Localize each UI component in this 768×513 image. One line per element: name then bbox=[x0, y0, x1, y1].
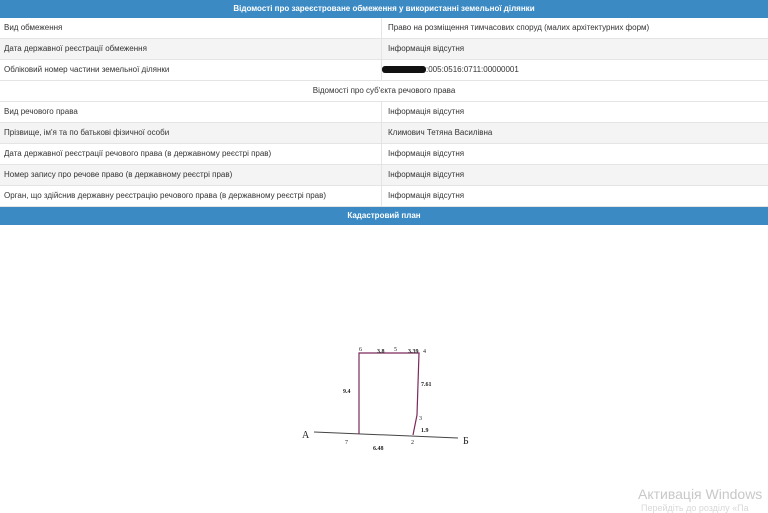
table-row bbox=[0, 123, 768, 144]
row-label: Дата державної реєстрації речового права (в державному реєстрі прав) bbox=[0, 144, 382, 164]
cadastral-number: :005:0516:0711:00000001 bbox=[426, 65, 519, 74]
row-value: Інформація відсутня bbox=[388, 191, 465, 200]
point-label: 7 bbox=[345, 440, 348, 446]
redaction-mark bbox=[382, 66, 426, 73]
windows-activation-subtitle: Перейдіть до розділу «Па bbox=[641, 503, 749, 513]
row-label: Номер запису про речове право (в державному реєстрі прав) bbox=[0, 165, 382, 185]
table-row bbox=[0, 186, 768, 207]
line-end-label: Б bbox=[463, 436, 469, 447]
dimension-label: 7.61 bbox=[421, 382, 432, 388]
point-label: 4 bbox=[423, 349, 426, 355]
row-label: Прізвище, ім'я та по батькові фізичної особи bbox=[0, 123, 382, 143]
table-row bbox=[0, 18, 768, 39]
row-label: Орган, що здійснив державну реєстрацію речового права (в державному реєстрі прав) bbox=[0, 186, 382, 206]
row-label: Вид речового права bbox=[0, 102, 382, 122]
parcel-outline bbox=[359, 353, 419, 435]
dimension-label: 3.8 bbox=[377, 349, 385, 355]
dimension-label: 1.9 bbox=[421, 428, 429, 434]
dimension-label: 9.4 bbox=[343, 389, 351, 395]
table-row bbox=[0, 102, 768, 123]
point-label: 2 bbox=[411, 440, 414, 446]
row-value: Інформація відсутня bbox=[388, 149, 465, 158]
row-label: Вид обмеження bbox=[0, 18, 382, 38]
subject-subheader: Відомості про суб'єкта речового права bbox=[0, 81, 768, 102]
cadastral-plan-drawing bbox=[0, 222, 768, 512]
point-label: 3 bbox=[419, 416, 422, 422]
line-start-label: А bbox=[302, 430, 310, 441]
windows-activation-watermark: Активація Windows bbox=[638, 486, 763, 502]
table-row bbox=[0, 60, 768, 81]
table-row bbox=[0, 165, 768, 186]
row-value: Інформація відсутня bbox=[388, 107, 465, 116]
row-label: Обліковий номер частини земельної ділянки bbox=[0, 60, 382, 80]
table-row bbox=[0, 39, 768, 60]
row-value-cadastral bbox=[382, 60, 768, 80]
row-label: Дата державної реєстрації обмеження bbox=[0, 39, 382, 59]
row-value: Інформація відсутня bbox=[388, 170, 465, 179]
row-value: Климович Тетяна Василівна bbox=[388, 128, 493, 137]
point-label: 6 bbox=[359, 347, 362, 353]
row-value: Право на розміщення тимчасових споруд (малих архітектурних форм) bbox=[388, 23, 650, 32]
row-value: Інформація відсутня bbox=[388, 44, 465, 53]
dimension-label: 6.48 bbox=[373, 446, 384, 452]
point-label: 5 bbox=[394, 347, 397, 353]
boundary-line-a-b bbox=[314, 432, 458, 438]
table-row bbox=[0, 144, 768, 165]
restriction-header: Відомості про зареєстроване обмеження у використанні земельної ділянки bbox=[0, 0, 768, 18]
dimension-label: 3.39 bbox=[408, 349, 419, 355]
cadastral-plan-header: Кадастровий план bbox=[0, 207, 768, 225]
